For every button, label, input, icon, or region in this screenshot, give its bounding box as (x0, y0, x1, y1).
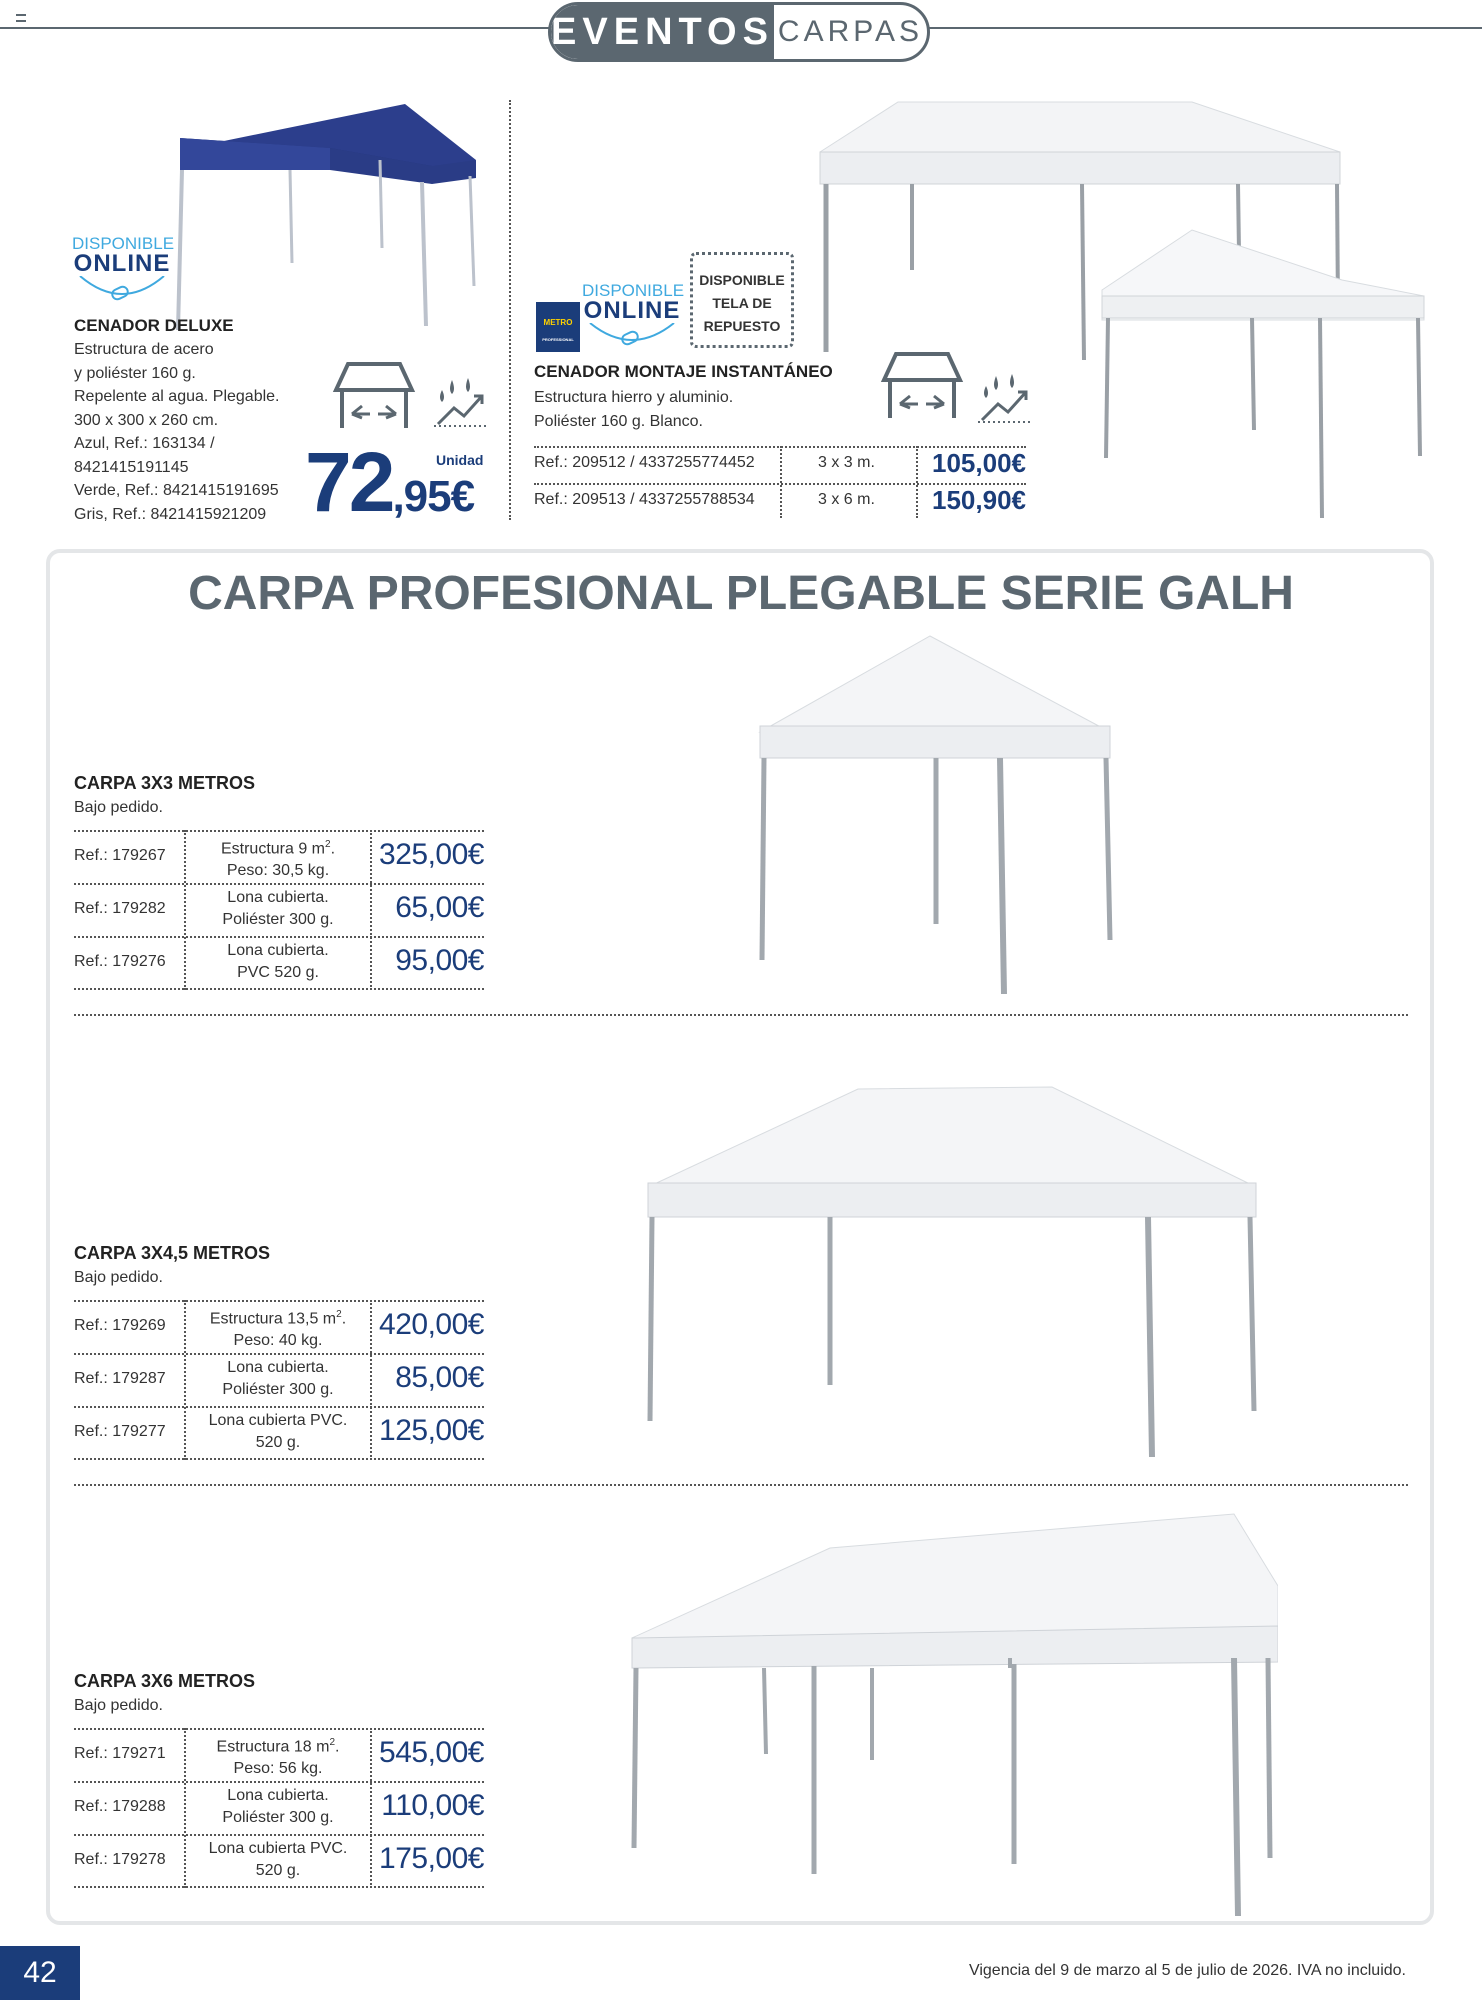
desc-line2: Peso: 40 kg. (233, 1332, 323, 1350)
table-row (74, 1728, 484, 1781)
unit-label: Unidad (436, 452, 484, 468)
ref-cell: Ref.: 179282 (74, 900, 166, 917)
desc-line: y poliéster 160 g. (74, 364, 196, 382)
ref-cell: Ref.: 179276 (74, 953, 166, 970)
desc-line1: Estructura 13,5 m (209, 1310, 337, 1328)
page-number: 42 (0, 1946, 80, 2000)
section-subtitle: Bajo pedido. (74, 1269, 163, 1286)
panel-title: CARPA PROFESIONAL PLEGABLE SERIE GALH (188, 567, 1294, 620)
desc-line2: Peso: 30,5 kg. (226, 862, 330, 880)
desc-line1: Lona cubierta PVC. (208, 1840, 348, 1857)
desc-line2: 520 g. (255, 1434, 301, 1451)
table-row (74, 1300, 484, 1353)
price-cell: 95,00€ (395, 944, 484, 977)
section-title: CARPA 3X3 METROS (74, 773, 256, 793)
section-subtitle: Bajo pedido. (74, 799, 163, 816)
badge-line2: ONLINE (73, 250, 171, 277)
validity-note: Vigencia del 9 de marzo al 5 de julio de 2026. IVA no incluido. (968, 1962, 1406, 1979)
metro-logo-text: METRO (543, 318, 573, 327)
desc-line: Repelente al agua. Plegable. (74, 388, 280, 405)
desc-line1: Lona cubierta. (227, 889, 329, 906)
desc-line: Poliéster 160 g. Blanco. (534, 412, 703, 430)
desc-line1: Lona cubierta. (227, 1359, 329, 1376)
section-label: EVENTOS (551, 5, 774, 59)
table-row (74, 1781, 484, 1834)
replacement-fabric-stamp (690, 252, 794, 348)
price-table-3x3 (74, 830, 484, 990)
table-row (74, 1406, 484, 1459)
desc-cell (186, 887, 370, 931)
product1-title: CENADOR DELUXE (74, 316, 234, 335)
stamp-line1: DISPONIBLE (699, 272, 785, 288)
desc-line: Verde, Ref.: 8421415191695 (74, 482, 279, 499)
stamp-line2: TELA DE (712, 295, 772, 311)
table-row (74, 883, 484, 936)
table-row (74, 1353, 484, 1406)
badge-line2: ONLINE (583, 297, 681, 324)
desc-line2: 520 g. (255, 1862, 301, 1879)
desc-line2: Poliéster 300 g. (222, 911, 334, 928)
price-cell: 325,00€ (379, 838, 484, 871)
sup-text: 2 (329, 1737, 336, 1748)
ref-cell: Ref.: 179277 (74, 1423, 166, 1440)
desc-line1: Lona cubierta. (227, 1787, 329, 1804)
menu-icon[interactable] (16, 14, 26, 22)
cart-tag-icon (582, 323, 682, 351)
product1-description (74, 338, 280, 526)
desc-cell (186, 1785, 370, 1829)
table-row (74, 936, 484, 989)
gazebo-blue-image (170, 98, 490, 338)
price-table-3x4-5 (74, 1300, 484, 1460)
section-divider (74, 1484, 1408, 1486)
price-decimal: ,95€ (392, 472, 475, 521)
desc-line2: Poliéster 300 g. (222, 1381, 334, 1398)
ref-cell: Ref.: 179278 (74, 1851, 166, 1868)
desc-line1: Lona cubierta PVC. (208, 1412, 348, 1429)
desc-line1: Lona cubierta. (227, 942, 329, 959)
desc-cell (186, 1357, 370, 1401)
water-repellent-icon (434, 376, 490, 428)
water-repellent-icon-2 (978, 372, 1034, 424)
product2-description (534, 386, 733, 433)
badge-line1: DISPONIBLE (72, 234, 175, 253)
desc-line1-end: . (330, 840, 336, 858)
desc-cell (186, 1838, 370, 1882)
desc-line1-end: . (335, 1738, 340, 1756)
size-cell: 3 x 6 m. (818, 491, 875, 508)
ref-cell: Ref.: 179267 (74, 847, 166, 864)
desc-line: Azul, Ref.: 163134 / (74, 435, 215, 452)
desc-line: 8421415191145 (74, 458, 189, 476)
desc-line1: Estructura 9 m (220, 840, 325, 858)
column-divider (509, 100, 511, 520)
desc-line2: Poliéster 300 g. (222, 1809, 334, 1826)
desc-cell (186, 1732, 370, 1780)
desc-line: Gris, Ref.: 8421415921209 (74, 505, 267, 523)
section-divider (74, 1014, 1408, 1016)
metro-professional-logo (536, 302, 580, 352)
desc-line: Estructura de acero (74, 341, 214, 358)
desc-line1-end: . (341, 1310, 347, 1328)
ref-cell: Ref.: 179271 (74, 1745, 166, 1762)
price-cell: 105,00€ (932, 448, 1026, 478)
metro-logo-sub: PROFESSIONAL (542, 337, 574, 342)
online-badge[interactable] (72, 234, 175, 306)
price-cell: 85,00€ (395, 1361, 484, 1394)
price-cell: 175,00€ (379, 1842, 484, 1875)
price-cell: 110,00€ (381, 1789, 484, 1822)
price-cell: 125,00€ (379, 1414, 484, 1447)
table-row (74, 830, 484, 883)
ref-cell: Ref.: 209512 / 4337255774452 (534, 454, 755, 471)
sup-text: 2 (336, 1309, 342, 1320)
folding-gazebo-icon-2 (876, 348, 966, 422)
tent-3x3-image (750, 634, 1160, 1004)
table-col-divider (916, 446, 918, 518)
folding-gazebo-icon (328, 358, 418, 432)
badge-line1: DISPONIBLE (582, 281, 685, 300)
online-badge-2[interactable] (582, 281, 685, 351)
subsection-label: CARPAS (777, 15, 924, 48)
tent-3x6-image (628, 1508, 1278, 1920)
tent-3x4-5-image (640, 1085, 1270, 1465)
desc-line2: Peso: 56 kg. (233, 1760, 323, 1778)
price-cell: 65,00€ (395, 891, 484, 924)
desc-line2: PVC 520 g. (237, 964, 319, 981)
ref-cell: Ref.: 209513 / 4337255788534 (534, 491, 755, 508)
desc-line1: Estructura 18 m (216, 1738, 330, 1756)
desc-line: 300 x 300 x 260 cm. (74, 411, 219, 429)
section-title: CARPA 3X6 METROS (74, 1671, 256, 1691)
section-tab (548, 2, 930, 62)
ref-cell: Ref.: 179287 (74, 1370, 166, 1387)
desc-line: Estructura hierro y aluminio. (534, 389, 734, 406)
price-table-3x6 (74, 1728, 484, 1888)
ref-cell: Ref.: 179269 (74, 1317, 166, 1334)
price-integer: 72 (305, 435, 393, 529)
sup-text: 2 (325, 839, 331, 850)
stamp-line3: REPUESTO (703, 318, 781, 334)
price-cell: 150,90€ (932, 485, 1026, 515)
ref-cell: Ref.: 179288 (74, 1798, 166, 1815)
desc-cell (186, 1410, 370, 1454)
table-row (74, 1834, 484, 1887)
size-cell: 3 x 3 m. (818, 454, 875, 471)
price-cell: 420,00€ (379, 1308, 484, 1341)
cart-tag-icon (72, 276, 172, 306)
section-title: CARPA 3X4,5 METROS (74, 1243, 271, 1263)
price-cell: 545,00€ (379, 1736, 484, 1769)
desc-cell (186, 834, 370, 882)
product2-title: CENADOR MONTAJE INSTANTÁNEO (534, 362, 833, 381)
table-col-divider (780, 446, 782, 518)
section-subtitle: Bajo pedido. (74, 1697, 163, 1714)
product1-price (305, 435, 475, 529)
desc-cell (186, 1304, 370, 1352)
desc-cell (186, 940, 370, 984)
